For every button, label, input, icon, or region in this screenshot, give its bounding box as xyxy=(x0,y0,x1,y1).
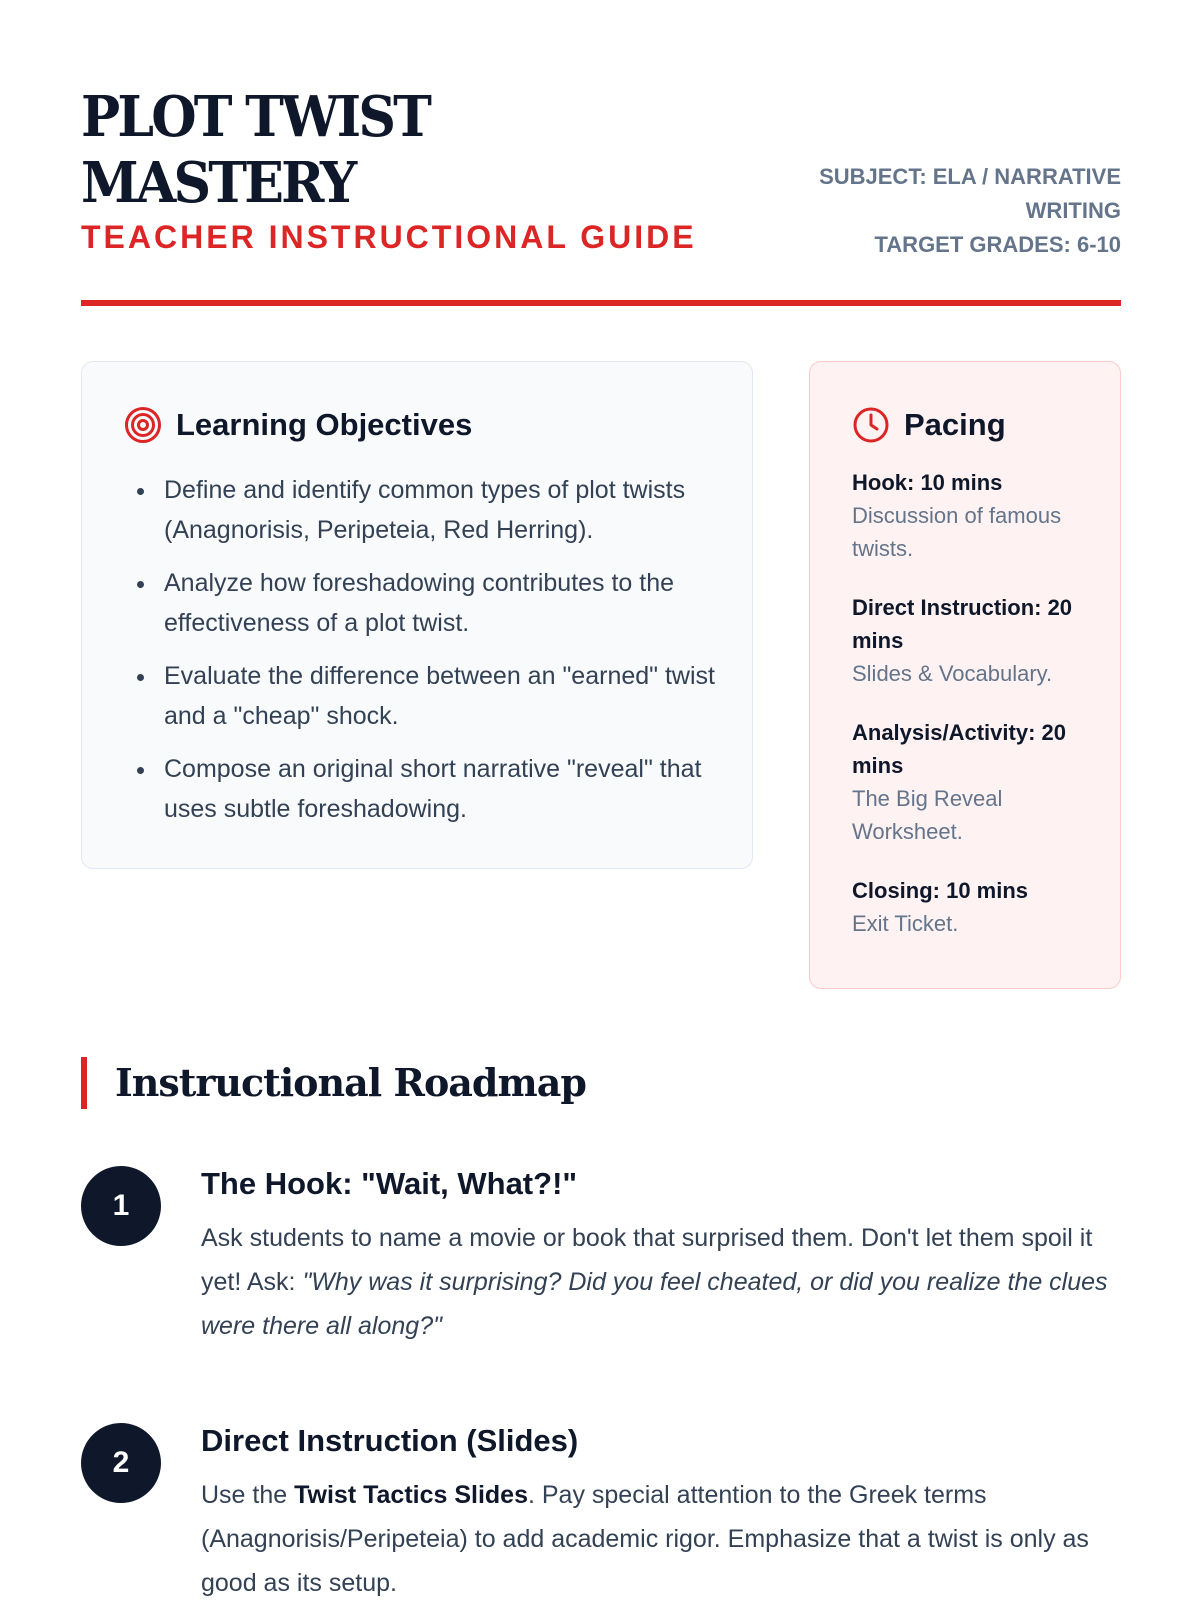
pacing-label: Analysis/Activity: 20 mins xyxy=(852,720,1066,778)
pacing-item xyxy=(852,591,1092,690)
pacing-description: Exit Ticket. xyxy=(852,911,959,936)
objectives-header xyxy=(124,406,472,444)
lesson-meta xyxy=(801,160,1121,262)
step-number-badge: 1 xyxy=(81,1166,161,1246)
objective-item: Define and identify common types of plot twists (Anagnorisis, Peripeteia, Red Herring). xyxy=(124,470,724,550)
page-subtitle: TEACHER INSTRUCTIONAL GUIDE xyxy=(81,219,697,255)
pacing-item xyxy=(852,874,1092,940)
pacing-description: Slides & Vocabulary. xyxy=(852,661,1053,686)
pacing-label: Hook: 10 mins xyxy=(852,470,1003,495)
pacing-item xyxy=(852,716,1092,848)
step-description xyxy=(201,1473,1121,1605)
objectives-list xyxy=(124,470,724,842)
objective-item: Compose an original short narrative "reveal" that uses subtle foreshadowing. xyxy=(124,749,724,829)
step-text-continued: . Pay special attention to the Greek terms (Anagnorisis/Peripeteia) to add academic rigor. Emphasize that a twist is only as good as its setup. xyxy=(201,1481,1089,1597)
step-text: Use the xyxy=(201,1481,295,1509)
step-body xyxy=(201,1423,1121,1605)
step-body xyxy=(201,1166,1121,1348)
step-title: Direct Instruction (Slides) xyxy=(201,1423,579,1458)
pacing-label: Closing: 10 mins xyxy=(852,878,1029,903)
step-number-badge: 2 xyxy=(81,1423,161,1503)
step-text: Ask students to name a movie or book that surprised them. Don't let them spoil it yet! Ask: xyxy=(201,1224,1093,1296)
pacing-card xyxy=(809,361,1121,989)
clock-icon xyxy=(852,406,890,444)
pacing-list xyxy=(852,466,1092,966)
header-divider xyxy=(81,300,1121,306)
subject-line-2: WRITING xyxy=(1025,198,1121,223)
title-line-1: PLOT TWIST xyxy=(81,84,430,150)
target-icon xyxy=(124,406,162,444)
title-line-2: MASTERY xyxy=(81,150,355,216)
step-question: "Why was it surprising? Did you feel cheated, or did you realize the clues were there all along?" xyxy=(201,1268,1108,1340)
step-title: The Hook: "Wait, What?!" xyxy=(201,1166,578,1201)
subject-line-1: SUBJECT: ELA / NARRATIVE xyxy=(819,164,1121,189)
learning-objectives-card xyxy=(81,361,753,869)
pacing-description: Discussion of famous twists. xyxy=(852,503,1062,561)
pacing-header xyxy=(852,406,1006,444)
page-header xyxy=(81,84,1121,304)
pacing-item xyxy=(852,466,1092,565)
step-description xyxy=(201,1216,1121,1348)
pacing-label: Direct Instruction: 20 mins xyxy=(852,595,1073,653)
pacing-title: Pacing xyxy=(904,407,1006,442)
target-grades: TARGET GRADES: 6-10 xyxy=(874,232,1121,257)
pacing-description: The Big Reveal Worksheet. xyxy=(852,786,1003,844)
objectives-title: Learning Objectives xyxy=(176,407,473,442)
page-title xyxy=(81,84,429,216)
objective-item: Evaluate the difference between an "earned" twist and a "cheap" shock. xyxy=(124,656,724,736)
slides-resource-name: Twist Tactics Slides xyxy=(294,1481,528,1509)
objective-item: Analyze how foreshadowing contributes to the effectiveness of a plot twist. xyxy=(124,563,724,643)
roadmap-section-title: Instructional Roadmap xyxy=(81,1057,586,1109)
